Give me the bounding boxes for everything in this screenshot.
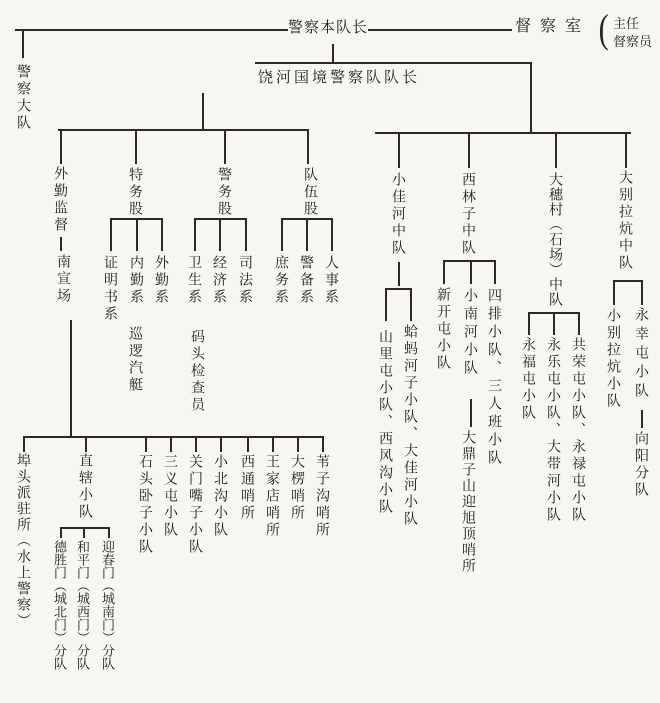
dabielakang-bracket <box>613 280 641 282</box>
node-daleng-post: 大楞哨所 <box>289 454 304 522</box>
node-yongxingtun-squad: 永幸屯小队 <box>633 307 648 402</box>
node-dadingzishan-post: 大鼎子山迎旭顶哨所 <box>460 430 475 574</box>
node-yingchunmen-detachment: 迎春门（城南门）分队 <box>100 540 115 670</box>
connector-tick <box>195 436 197 452</box>
node-hepingmen-detachment: 和平门（城西门）分队 <box>75 540 90 670</box>
bracket-tick <box>219 218 221 251</box>
node-hamahezi-squads: 蛤蚂河子小队、大佳河小队 <box>402 324 417 528</box>
connector-tick <box>272 436 274 452</box>
node-ranks-section: 队伍股 <box>302 167 317 218</box>
dash-link <box>470 399 472 427</box>
node-shanlitun-squads: 山里屯小队、西风沟小队 <box>377 329 392 516</box>
connector-tick <box>297 436 299 452</box>
node-xiaobielakang-squad: 小别拉炕小队 <box>605 308 620 410</box>
bracket-tick <box>245 218 247 251</box>
border-chief-box-right <box>530 62 532 132</box>
node-xiaojiahe-squadron: 小佳河中队 <box>390 172 405 257</box>
node-deshengmen-detachment: 德胜门（城北门）分队 <box>52 540 67 670</box>
node-wharf-inspector: 码头检查员 <box>189 329 204 414</box>
bracket-tick <box>83 527 85 538</box>
node-inspector: 督察员 <box>613 34 653 49</box>
bracket-tick <box>553 312 555 335</box>
bracket-tick <box>136 218 138 251</box>
node-general-affairs-unit: 庶务系 <box>273 255 288 306</box>
node-yongletun-squads: 永乐屯小队、大带河小队 <box>545 337 560 524</box>
node-certificate-unit: 证明书系 <box>102 255 117 323</box>
bracket-tick <box>613 280 615 305</box>
node-guanmenzuizi-squad: 关门嘴子小队 <box>187 454 202 556</box>
node-xilinzi-squadron: 西林子中队 <box>460 172 475 257</box>
connector-tick <box>555 132 557 168</box>
node-internal-duty-unit: 内勤系 <box>128 255 143 306</box>
dash-link <box>641 410 643 428</box>
node-nanxuanchang: 南宣场 <box>55 254 70 305</box>
bracket-tick <box>410 288 412 321</box>
right-connector <box>375 132 631 134</box>
connector-tick <box>224 129 226 164</box>
bracket-tick <box>194 218 196 251</box>
connector-tick <box>398 132 400 168</box>
left-branch-drop <box>202 93 204 129</box>
bracket-tick <box>161 218 163 251</box>
bracket-tick <box>443 260 445 284</box>
bracket-tick <box>108 527 110 538</box>
node-inspection-chief: 主任 <box>613 16 640 31</box>
node-sipai-squads: 四排小队、三人班小队 <box>486 288 501 468</box>
bracket-tick <box>385 288 387 321</box>
node-yongfutun-squad: 永福屯小队 <box>520 337 535 422</box>
bracket-tick <box>494 260 496 284</box>
connector-tick <box>307 129 309 164</box>
connector-tick <box>135 129 137 164</box>
node-field-supervision: 外勤监督 <box>52 166 67 234</box>
node-gongrongtun-squads: 共荣屯小队、永禄屯小队 <box>570 337 585 524</box>
node-dabielakang-squadron: 大别拉炕中队 <box>617 170 632 272</box>
node-weizigou-post: 苇子沟哨所 <box>314 454 329 539</box>
left-connector <box>58 129 308 131</box>
node-guard-unit: 警备系 <box>298 255 313 306</box>
node-wharf-station: 埠头派驻所（水上警察） <box>15 453 30 629</box>
top-line-left <box>15 29 288 31</box>
connector-tick <box>220 436 222 452</box>
node-economy-unit: 经济系 <box>211 255 226 306</box>
node-direct-squad: 直辖小队 <box>77 453 92 521</box>
top-line-right <box>368 29 512 31</box>
connector-tick <box>247 436 249 452</box>
node-police-brigade: 警察大队 <box>15 64 30 132</box>
node-sanitation-unit: 卫生系 <box>186 255 201 306</box>
bracket-tick <box>528 312 530 335</box>
node-personnel-unit: 人事系 <box>323 255 338 306</box>
node-inspection-office: 督察室 <box>515 18 591 35</box>
nanxuanchang-drop <box>70 320 72 436</box>
brigade-tick <box>22 29 24 58</box>
connector-tick <box>625 132 627 168</box>
node-sanyitun-squad: 三义屯小队 <box>162 454 177 539</box>
bottom-connector <box>23 436 323 438</box>
brace-glyph: ( <box>598 6 609 51</box>
bracket-tick <box>281 218 283 251</box>
bracket-tick <box>60 527 62 538</box>
node-shitouwozi-squad: 石头卧子小队 <box>137 454 152 556</box>
dash-link <box>60 237 62 251</box>
connector-tick <box>60 129 62 164</box>
bracket-tick <box>110 218 112 251</box>
connector-tick <box>23 436 25 452</box>
node-justice-unit: 司法系 <box>237 255 252 306</box>
node-patrol-boat: 巡逻汽艇 <box>127 326 142 394</box>
node-border-police-chief: 饶河国境警察队队长 <box>258 70 421 86</box>
node-external-duty-unit: 外勤系 <box>153 255 168 306</box>
node-xiaonanhe-squad: 小南河小队 <box>462 288 477 378</box>
node-special-affairs-section: 特务股 <box>127 167 142 218</box>
node-xitong-post: 西通哨所 <box>239 454 254 522</box>
node-police-main-chief: 警察本队长 <box>288 20 369 36</box>
chief-drop-line <box>332 44 334 62</box>
node-xiaobeigou-squad: 小北沟小队 <box>212 454 227 539</box>
bracket-tick <box>578 312 580 335</box>
node-xinkaitun-squad: 新开屯小队 <box>435 287 450 372</box>
node-xiangyang-detachment: 向阳分队 <box>633 431 648 499</box>
connector-tick <box>170 436 172 452</box>
dash-link <box>398 262 400 286</box>
border-chief-box-top <box>255 62 531 64</box>
node-police-affairs-section: 警务股 <box>216 167 231 218</box>
bracket-tick <box>641 280 643 305</box>
connector-tick <box>145 436 147 452</box>
xiaojiahe-bracket <box>385 288 410 290</box>
bracket-tick <box>331 218 333 251</box>
node-wangjiadian-post: 王家店哨所 <box>264 454 279 539</box>
bracket-tick <box>470 260 472 284</box>
bracket-tick <box>306 218 308 251</box>
xilinzi-bracket <box>443 260 494 262</box>
connector-tick <box>85 436 87 452</box>
connector-tick <box>322 436 324 452</box>
connector-tick <box>468 132 470 168</box>
node-dasuicun-squadron: 大穗村（石场）中队 <box>547 172 562 307</box>
